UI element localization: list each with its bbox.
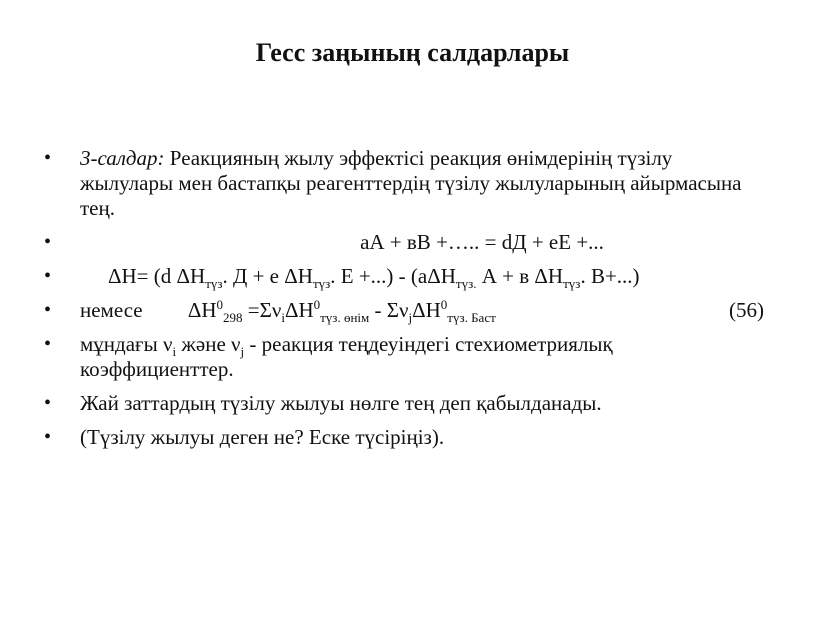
- bullet-icon: •: [44, 333, 52, 355]
- list-item-question: [44, 425, 764, 450]
- enthalpy-formula: ΔН= (d $\Delta Н_{түз}$. Д + е $\Delta Н_{түз}$. Е +...) - (аΔН$_{түз.}$ А + в $\Delta Н_{түз}$. В+...): [108, 264, 640, 292]
- bullet-list: [44, 146, 764, 459]
- bullet-icon: •: [44, 426, 52, 448]
- list-item-standard-formula: [44, 297, 764, 326]
- list-item-corollary: [44, 146, 764, 221]
- simple-substances-text: Жай заттардың түзілу жылуы нөлге тең деп қабылданады.: [80, 391, 602, 415]
- slide-title: Гесс заңының салдарлары: [255, 38, 570, 67]
- bullet-icon: •: [44, 231, 52, 253]
- list-item-coefficients: [44, 332, 764, 382]
- reaction-equation: аА + вВ +….. = dД + еЕ +...: [360, 230, 604, 254]
- list-item-enthalpy-formula: [44, 264, 764, 292]
- word-or: немесе: [80, 298, 143, 322]
- bullet-icon: •: [44, 392, 52, 414]
- standard-formula: $\Delta Н^0_{298} =\Sigma\nu_i\Delta Н^0_{түз. өнім} - \Sigma\nu_j\Delta Н^0_{түз. Баст}$: [187, 297, 496, 326]
- bullet-icon: •: [44, 147, 52, 169]
- question-text: (Түзілу жылуы деген не? Еске түсіріңіз).: [80, 425, 445, 449]
- list-item-reaction-equation: [44, 230, 764, 255]
- corollary-text: Реакцияның жылу эффектісі реакция өнімдерінің түзілу жылулары мен бастапқы реагенттердің түзілу жылуларының айырмасына тең.: [80, 146, 742, 220]
- list-item-simple-substances: [44, 391, 764, 416]
- bullet-icon: •: [44, 265, 52, 287]
- bullet-icon: •: [44, 299, 52, 321]
- equation-number: (56): [729, 298, 764, 322]
- coefficients-text: мұндағы $\nu_i$ және $\nu_j$ - реакция теңдеуіндегі стехиометриялық коэффициенттер.: [80, 332, 613, 381]
- corollary-label: 3-салдар:: [80, 146, 165, 170]
